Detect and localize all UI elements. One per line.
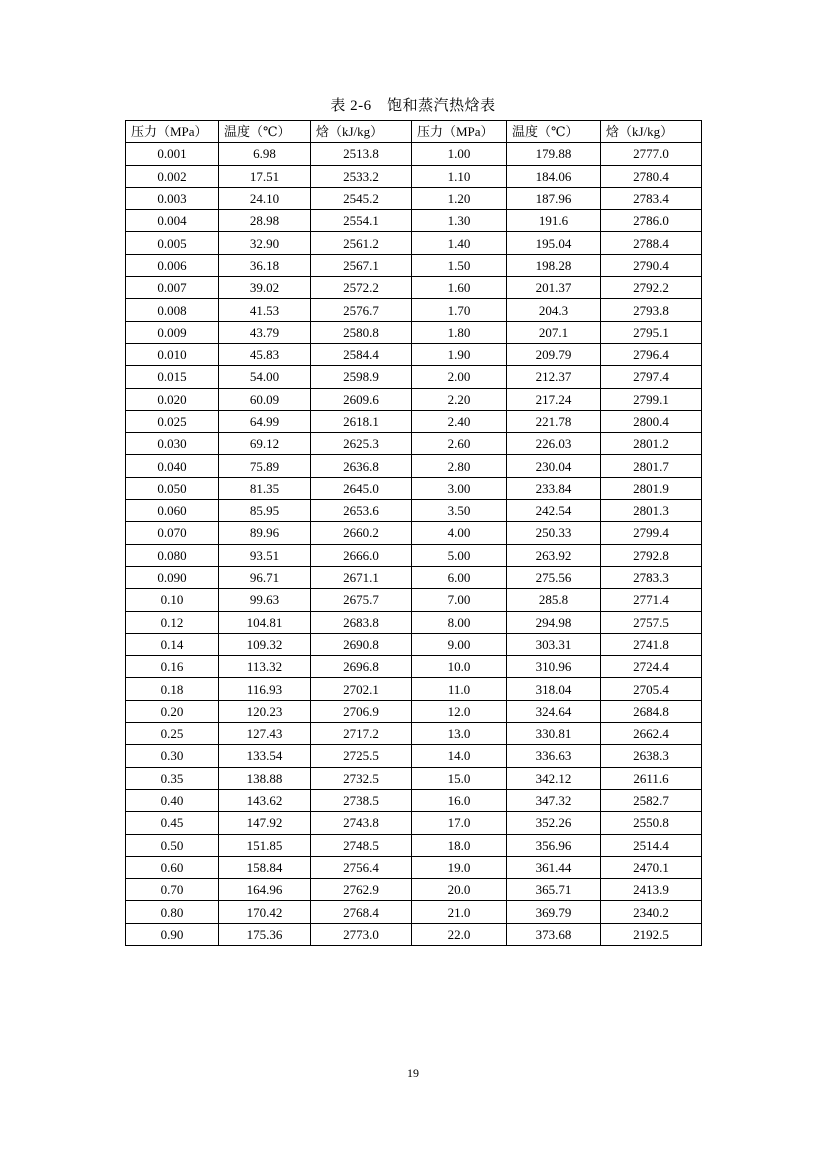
table-cell: 64.99 [219, 410, 311, 432]
table-cell: 69.12 [219, 433, 311, 455]
table-cell: 2625.3 [311, 433, 412, 455]
table-cell: 2611.6 [601, 767, 702, 789]
table-cell: 15.0 [412, 767, 507, 789]
table-cell: 187.96 [507, 187, 601, 209]
table-row [126, 143, 702, 165]
table-cell: 0.80 [126, 901, 219, 923]
table-cell: 201.37 [507, 277, 601, 299]
table-row [126, 611, 702, 633]
table-row [126, 767, 702, 789]
table-cell: 4.00 [412, 522, 507, 544]
table-cell: 352.26 [507, 812, 601, 834]
table-cell: 2533.2 [311, 165, 412, 187]
table-cell: 2618.1 [311, 410, 412, 432]
table-cell: 0.35 [126, 767, 219, 789]
table-cell: 275.56 [507, 566, 601, 588]
table-row [126, 879, 702, 901]
table-row [126, 812, 702, 834]
table-cell: 2675.7 [311, 589, 412, 611]
table-cell: 342.12 [507, 767, 601, 789]
table-cell: 0.12 [126, 611, 219, 633]
table-row [126, 656, 702, 678]
table-cell: 2645.0 [311, 477, 412, 499]
table-cell: 0.006 [126, 254, 219, 276]
table-cell: 13.0 [412, 723, 507, 745]
table-row [126, 700, 702, 722]
table-row [126, 723, 702, 745]
table-cell: 2.60 [412, 433, 507, 455]
table-cell: 3.50 [412, 500, 507, 522]
table-cell: 2.00 [412, 366, 507, 388]
table-row [126, 165, 702, 187]
column-header: 焓（kJ/kg） [311, 121, 412, 143]
table-cell: 303.31 [507, 633, 601, 655]
table-cell: 2554.1 [311, 210, 412, 232]
table-cell: 0.009 [126, 321, 219, 343]
table-row [126, 500, 702, 522]
table-cell: 2584.4 [311, 343, 412, 365]
table-cell: 0.25 [126, 723, 219, 745]
table-title: 表 2-6 饱和蒸汽热焓表 [330, 98, 496, 114]
table-cell: 2792.8 [601, 544, 702, 566]
table-cell: 2340.2 [601, 901, 702, 923]
table-cell: 0.001 [126, 143, 219, 165]
table-row [126, 566, 702, 588]
table-cell: 2788.4 [601, 232, 702, 254]
table-cell: 2773.0 [311, 923, 412, 945]
table-cell: 2705.4 [601, 678, 702, 700]
table-cell: 0.025 [126, 410, 219, 432]
table-row [126, 410, 702, 432]
table-row [126, 232, 702, 254]
table-cell: 93.51 [219, 544, 311, 566]
table-cell: 41.53 [219, 299, 311, 321]
table-cell: 1.30 [412, 210, 507, 232]
table-cell: 361.44 [507, 856, 601, 878]
table-cell: 5.00 [412, 544, 507, 566]
table-cell: 250.33 [507, 522, 601, 544]
table-cell: 17.51 [219, 165, 311, 187]
table-cell: 2671.1 [311, 566, 412, 588]
table-cell: 147.92 [219, 812, 311, 834]
table-row [126, 321, 702, 343]
table-cell: 54.00 [219, 366, 311, 388]
table-cell: 133.54 [219, 745, 311, 767]
table-cell: 116.93 [219, 678, 311, 700]
table-cell: 2653.6 [311, 500, 412, 522]
table-cell: 356.96 [507, 834, 601, 856]
table-cell: 3.00 [412, 477, 507, 499]
table-cell: 0.007 [126, 277, 219, 299]
table-cell: 2.20 [412, 388, 507, 410]
table-cell: 0.090 [126, 566, 219, 588]
column-header: 焓（kJ/kg） [601, 121, 702, 143]
table-cell: 0.30 [126, 745, 219, 767]
table-cell: 2696.8 [311, 656, 412, 678]
table-cell: 12.0 [412, 700, 507, 722]
table-cell: 373.68 [507, 923, 601, 945]
table-row [126, 678, 702, 700]
table-cell: 0.004 [126, 210, 219, 232]
table-cell: 0.010 [126, 343, 219, 365]
header-row [126, 121, 702, 143]
table-cell: 0.008 [126, 299, 219, 321]
table-cell: 1.40 [412, 232, 507, 254]
table-cell: 158.84 [219, 856, 311, 878]
table-cell: 11.0 [412, 678, 507, 700]
table-cell: 207.1 [507, 321, 601, 343]
table-row [126, 745, 702, 767]
table-cell: 191.6 [507, 210, 601, 232]
table-cell: 85.95 [219, 500, 311, 522]
table-cell: 0.003 [126, 187, 219, 209]
table-row [126, 433, 702, 455]
table-cell: 143.62 [219, 789, 311, 811]
table-row [126, 589, 702, 611]
table-cell: 230.04 [507, 455, 601, 477]
table-cell: 0.18 [126, 678, 219, 700]
table-cell: 2795.1 [601, 321, 702, 343]
table-header [126, 121, 702, 143]
table-cell: 2777.0 [601, 143, 702, 165]
table-cell: 16.0 [412, 789, 507, 811]
table-cell: 195.04 [507, 232, 601, 254]
table-cell: 217.24 [507, 388, 601, 410]
table-cell: 2514.4 [601, 834, 702, 856]
table-cell: 0.60 [126, 856, 219, 878]
table-cell: 2636.8 [311, 455, 412, 477]
table-cell: 2757.5 [601, 611, 702, 633]
table-cell: 179.88 [507, 143, 601, 165]
table-cell: 2762.9 [311, 879, 412, 901]
table-cell: 2192.5 [601, 923, 702, 945]
table-cell: 324.64 [507, 700, 601, 722]
table-cell: 2717.2 [311, 723, 412, 745]
table-cell: 2801.9 [601, 477, 702, 499]
table-cell: 263.92 [507, 544, 601, 566]
table-cell: 285.8 [507, 589, 601, 611]
table-cell: 2582.7 [601, 789, 702, 811]
column-header: 温度（℃） [507, 121, 601, 143]
table-cell: 2793.8 [601, 299, 702, 321]
table-cell: 0.005 [126, 232, 219, 254]
table-cell: 9.00 [412, 633, 507, 655]
table-cell: 204.3 [507, 299, 601, 321]
table-row [126, 388, 702, 410]
table-row [126, 834, 702, 856]
table-cell: 0.002 [126, 165, 219, 187]
table-cell: 75.89 [219, 455, 311, 477]
table-cell: 2756.4 [311, 856, 412, 878]
table-cell: 2684.8 [601, 700, 702, 722]
table-cell: 39.02 [219, 277, 311, 299]
table-cell: 89.96 [219, 522, 311, 544]
table-cell: 96.71 [219, 566, 311, 588]
table-cell: 0.50 [126, 834, 219, 856]
table-cell: 6.00 [412, 566, 507, 588]
table-cell: 330.81 [507, 723, 601, 745]
table-cell: 294.98 [507, 611, 601, 633]
table-cell: 0.45 [126, 812, 219, 834]
table-cell: 0.030 [126, 433, 219, 455]
table-cell: 2513.8 [311, 143, 412, 165]
table-cell: 45.83 [219, 343, 311, 365]
table-cell: 0.70 [126, 879, 219, 901]
table-cell: 2690.8 [311, 633, 412, 655]
table-cell: 198.28 [507, 254, 601, 276]
table-cell: 24.10 [219, 187, 311, 209]
table-cell: 0.90 [126, 923, 219, 945]
table-cell: 0.040 [126, 455, 219, 477]
table-cell: 2799.4 [601, 522, 702, 544]
table-cell: 6.98 [219, 143, 311, 165]
table-cell: 2741.8 [601, 633, 702, 655]
table-cell: 221.78 [507, 410, 601, 432]
table-cell: 2470.1 [601, 856, 702, 878]
table-cell: 2706.9 [311, 700, 412, 722]
table-cell: 2567.1 [311, 254, 412, 276]
table-cell: 1.70 [412, 299, 507, 321]
table-cell: 151.85 [219, 834, 311, 856]
table-cell: 2550.8 [601, 812, 702, 834]
table-cell: 184.06 [507, 165, 601, 187]
table-cell: 0.14 [126, 633, 219, 655]
table-cell: 0.20 [126, 700, 219, 722]
table-cell: 1.60 [412, 277, 507, 299]
table-cell: 2702.1 [311, 678, 412, 700]
column-header: 温度（℃） [219, 121, 311, 143]
table-cell: 7.00 [412, 589, 507, 611]
table-row [126, 923, 702, 945]
table-row [126, 210, 702, 232]
table-cell: 2598.9 [311, 366, 412, 388]
table-cell: 14.0 [412, 745, 507, 767]
table-cell: 21.0 [412, 901, 507, 923]
table-cell: 1.90 [412, 343, 507, 365]
table-cell: 318.04 [507, 678, 601, 700]
table-cell: 233.84 [507, 477, 601, 499]
table-cell: 20.0 [412, 879, 507, 901]
table-row [126, 544, 702, 566]
column-header: 压力（MPa） [126, 121, 219, 143]
table-cell: 2413.9 [601, 879, 702, 901]
table-cell: 0.070 [126, 522, 219, 544]
table-cell: 2780.4 [601, 165, 702, 187]
table-cell: 2561.2 [311, 232, 412, 254]
table-cell: 1.50 [412, 254, 507, 276]
table-cell: 36.18 [219, 254, 311, 276]
table-cell: 0.080 [126, 544, 219, 566]
table-cell: 17.0 [412, 812, 507, 834]
table-cell: 2801.2 [601, 433, 702, 455]
table-cell: 138.88 [219, 767, 311, 789]
table-cell: 2724.4 [601, 656, 702, 678]
table-cell: 1.80 [412, 321, 507, 343]
table-row [126, 901, 702, 923]
table-cell: 2738.5 [311, 789, 412, 811]
table-cell: 2783.3 [601, 566, 702, 588]
table-row [126, 477, 702, 499]
table-cell: 369.79 [507, 901, 601, 923]
table-cell: 226.03 [507, 433, 601, 455]
table-row [126, 366, 702, 388]
table-row [126, 299, 702, 321]
table-row [126, 187, 702, 209]
table-cell: 43.79 [219, 321, 311, 343]
table-cell: 19.0 [412, 856, 507, 878]
saturated-steam-enthalpy-table [125, 120, 702, 946]
table-cell: 2748.5 [311, 834, 412, 856]
table-cell: 2783.4 [601, 187, 702, 209]
table-cell: 1.20 [412, 187, 507, 209]
table-cell: 1.10 [412, 165, 507, 187]
table-cell: 2792.2 [601, 277, 702, 299]
table-cell: 2801.3 [601, 500, 702, 522]
table-cell: 2660.2 [311, 522, 412, 544]
table-cell: 113.32 [219, 656, 311, 678]
table-cell: 2666.0 [311, 544, 412, 566]
table-row [126, 343, 702, 365]
table-cell: 164.96 [219, 879, 311, 901]
table-cell: 2801.7 [601, 455, 702, 477]
table-cell: 22.0 [412, 923, 507, 945]
table-cell: 127.43 [219, 723, 311, 745]
table-cell: 0.060 [126, 500, 219, 522]
table-cell: 2.40 [412, 410, 507, 432]
table-row [126, 522, 702, 544]
table-cell: 2683.8 [311, 611, 412, 633]
table-row [126, 633, 702, 655]
table-cell: 120.23 [219, 700, 311, 722]
table-cell: 2796.4 [601, 343, 702, 365]
table-cell: 336.63 [507, 745, 601, 767]
table-cell: 2732.5 [311, 767, 412, 789]
table-cell: 2771.4 [601, 589, 702, 611]
table-cell: 28.98 [219, 210, 311, 232]
table-cell: 8.00 [412, 611, 507, 633]
table-cell: 2545.2 [311, 187, 412, 209]
column-header: 压力（MPa） [412, 121, 507, 143]
table-cell: 2799.1 [601, 388, 702, 410]
table-row [126, 789, 702, 811]
table-cell: 0.10 [126, 589, 219, 611]
table-cell: 2662.4 [601, 723, 702, 745]
table-cell: 2572.2 [311, 277, 412, 299]
table-cell: 2768.4 [311, 901, 412, 923]
table-cell: 1.00 [412, 143, 507, 165]
table-cell: 81.35 [219, 477, 311, 499]
table-cell: 0.020 [126, 388, 219, 410]
table-cell: 2.80 [412, 455, 507, 477]
table-cell: 175.36 [219, 923, 311, 945]
table-cell: 2800.4 [601, 410, 702, 432]
table-cell: 2797.4 [601, 366, 702, 388]
table-cell: 0.16 [126, 656, 219, 678]
table-cell: 2609.6 [311, 388, 412, 410]
table-cell: 2743.8 [311, 812, 412, 834]
table-cell: 2580.8 [311, 321, 412, 343]
table-row [126, 856, 702, 878]
table-cell: 0.015 [126, 366, 219, 388]
table-cell: 104.81 [219, 611, 311, 633]
table-cell: 242.54 [507, 500, 601, 522]
table-cell: 347.32 [507, 789, 601, 811]
table-cell: 0.050 [126, 477, 219, 499]
table-cell: 2576.7 [311, 299, 412, 321]
table-row [126, 254, 702, 276]
table-cell: 310.96 [507, 656, 601, 678]
table-cell: 209.79 [507, 343, 601, 365]
table-cell: 2725.5 [311, 745, 412, 767]
page-number: 19 [407, 1066, 419, 1080]
table-cell: 212.37 [507, 366, 601, 388]
table-cell: 18.0 [412, 834, 507, 856]
table-body [126, 143, 702, 946]
table-cell: 109.32 [219, 633, 311, 655]
table-cell: 170.42 [219, 901, 311, 923]
table-cell: 2790.4 [601, 254, 702, 276]
table-cell: 99.63 [219, 589, 311, 611]
table-row [126, 277, 702, 299]
table-cell: 60.09 [219, 388, 311, 410]
table-cell: 2786.0 [601, 210, 702, 232]
table-row [126, 455, 702, 477]
table-cell: 32.90 [219, 232, 311, 254]
table-cell: 2638.3 [601, 745, 702, 767]
table-cell: 365.71 [507, 879, 601, 901]
table-cell: 10.0 [412, 656, 507, 678]
table-cell: 0.40 [126, 789, 219, 811]
